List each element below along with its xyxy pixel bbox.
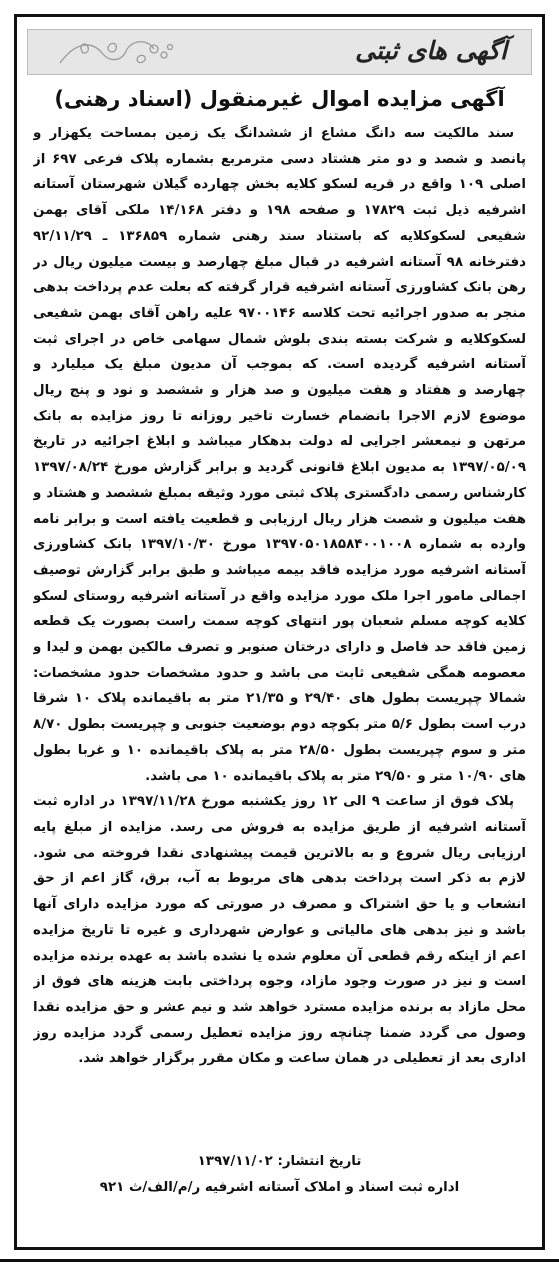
issuer-line: اداره ثبت اسناد و املاک آستانه اشرفیه ر/م/الف/ث ۹۲۱ xyxy=(99,1180,460,1195)
notice-body xyxy=(33,121,526,1131)
section-title: آگهی های ثبتی xyxy=(355,36,507,65)
notice-paragraph-2: پلاک فوق از ساعت ۹ الی ۱۲ روز یکشنبه مورخ ۱۳۹۷/۱۱/۲۸ در اداره ثبت آستانه اشرفیه از طریق مزایده به فروش می رسد. مزایده از مبلغ پایه ارزیابی ریال شروع و به بالاترین قیمت پیشنهادی نقدا فروخته می شود. لازم به ذکر است پرداخت بدهی های مربوط به آب، برق، گاز اعم از حق انشعاب و یا حق اشتراک و مصرف در صورتی که مورد مزایده دارای آنها باشد و نیز بدهی های مالیاتی و عوارض شهرداری و غیره تا تاریخ مزایده اعم از اینکه رقم قطعی آن معلوم شده یا نشده باشد به عهده برنده مزایده است و نیز در صورت وجود مازاد، وجوه پرداختی بابت هزینه های فوق از محل مازاد به برنده مزایده مسترد خواهد شد و نیم عشر و حق مزایده نقدا وصول می گردد ضمنا چنانچه روز مزایده تعطیل رسمی گردد مزایده روز اداری بعد از تعطیلی در همان ساعت و مکان مقرر برگزار خواهد شد. xyxy=(33,794,526,1067)
floral-ornament-icon xyxy=(56,35,176,69)
header-bar xyxy=(27,29,532,75)
publish-date: تاریخ انتشار: ۱۳۹۷/۱۱/۰۲ xyxy=(197,1154,362,1169)
bottom-divider xyxy=(0,1259,559,1280)
notice-footer xyxy=(27,1149,532,1201)
notice-paragraph-1: سند مالکیت سه دانگ مشاع از ششدانگ یک زمین بمساحت یکهزار و پانصد و شصد و دو متر هشتاد دسی مترمربع بشماره پلاک فرعی ۶۹۷ از اصلی ۱۰۹ واقع در قریه لسکو کلایه بخش چهارده گیلان شهرستان آستانه اشرفیه ذیل ثبت ۱۷۸۲۹ و صفحه ۱۹۸ و دفتر ۱۴/۱۶۸ ملکی آقای بهمن شفیعی لسکوکلایه که باستناد سند رهنی شماره ۱۳۶۸۵۹ ـ ۹۲/۱۱/۲۹ دفترخانه ۹۸ آستانه اشرفیه در قبال مبلغ چهارصد و بیست میلیون ریال در رهن بانک کشاورزی آستانه اشرفیه قرار گرفته که بعلت عدم پرداخت بدهی منجر به صدور اجرائیه تحت کلاسه ۹۷۰۰۱۴۶ علیه راهن آقای بهمن شفیعی لسکوکلایه و شرکت بسته بندی بلوش شمال سهامی خاص در اجرای ثبت آستانه اشرفیه گردیده است. که بموجب آن مدیون مبلغ یک میلیارد و چهارصد و هفتاد و هفت میلیون و صد هزار و ششصد و نود و پنج ریال موضوع لازم الاجرا بانضمام خسارت تاخیر روزانه تا روز مزایده به بانک مرتهن و نیمعشر اجرایی له دولت بدهکار میباشد و ابلاغ اجرائیه در تاریخ ۱۳۹۷/۰۵/۰۹ به مدیون ابلاغ قانونی گردید و برابر گزارش مورخ ۱۳۹۷/۰۸/۲۴ کارشناس رسمی دادگستری پلاک ثبتی مورد وثیقه بمبلغ ششصد و هشتاد و هفت میلیون و شصت هزار ریال ارزیابی و قطعیت یافته است و برابر نامه وارده به شماره ۱۳۹۷۰۵۰۱۸۵۸۴۰۰۱۰۰۸ مورخ ۱۳۹۷/۱۰/۳۰ بانک کشاورزی آستانه اشرفیه مورد مزایده فاقد بیمه میباشد و طبق برابر گزارش توصیف اجمالی مامور اجرا ملک مورد مزایده واقع در آستانه اشرفیه روستای لسکو کلایه کوچه مسلم شعبان پور انتهای کوچه سمت راست بصورت یک قطعه زمین فاقد حد فاصل و دارای درختان صنوبر و تصرف مالکین بهمن و لیدا و معصومه همگی شفیعی ثابت می باشد و حدود مشخصات حدود مشخصات: شمالا چپریست بطول های ۲۹/۴۰ و ۲۱/۳۵ متر به باقیمانده پلاک ۱۰ شرقا درب است بطول ۵/۶ متر بکوچه دوم بوضعیت جنوبی و چپریست بطول ۸/۷۰ متر و سوم چپریست بطول ۲۸/۵۰ متر به پلاک باقیمانده ۱۰ و غربا بطول های ۱۰/۹۰ متر و ۲۹/۵۰ متر به پلاک باقیمانده ۱۰ می باشد. xyxy=(33,126,526,784)
notice-frame xyxy=(14,14,545,1250)
notice-title: آگهی مزایده اموال غیرمنقول (اسناد رهنی) xyxy=(54,87,505,111)
